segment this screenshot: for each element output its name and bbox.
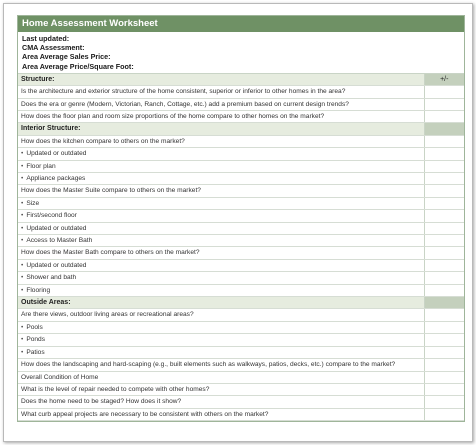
table-row bbox=[18, 408, 464, 420]
table-row bbox=[18, 86, 464, 98]
bullet-icon: • bbox=[21, 212, 24, 220]
score-cell[interactable] bbox=[424, 309, 464, 321]
table-row bbox=[18, 235, 464, 247]
bullet-text: Pools bbox=[26, 323, 43, 331]
question-label: Overall Condition of Home bbox=[18, 371, 424, 383]
bullet-icon: • bbox=[21, 199, 24, 207]
bullet-item bbox=[18, 222, 424, 234]
bullet-icon: • bbox=[21, 224, 24, 232]
bullet-item bbox=[18, 148, 424, 160]
area-average-sales-price-label: Area Average Sales Price: bbox=[22, 52, 111, 62]
bullet-item bbox=[18, 284, 424, 296]
score-cell[interactable] bbox=[424, 396, 464, 408]
assessment-table bbox=[18, 74, 464, 421]
question-label: How does the kitchen compare to others on the market? bbox=[18, 135, 424, 147]
score-cell[interactable] bbox=[424, 160, 464, 172]
table-row bbox=[18, 160, 464, 172]
question-label: Is the architecture and exterior structure of the home consistent, superior or inferior to other homes in the area? bbox=[18, 86, 424, 98]
question-label: What curb appeal projects are necessary to be consistent with others on the market? bbox=[18, 408, 424, 420]
table-row bbox=[18, 284, 464, 296]
score-cell[interactable] bbox=[424, 210, 464, 222]
question-label: How does the Master Bath compare to others on the market? bbox=[18, 247, 424, 259]
bullet-item bbox=[18, 334, 424, 346]
bullet-text: Updated or outdated bbox=[26, 150, 87, 158]
bullet-text: Patios bbox=[26, 348, 45, 356]
table-row bbox=[18, 110, 464, 122]
bullet-text: Flooring bbox=[26, 286, 51, 294]
score-column-header bbox=[424, 123, 464, 135]
score-cell[interactable] bbox=[424, 86, 464, 98]
question-label: Does the era or genre (Modern, Victorian, Ranch, Cottage, etc.) add a premium based on current design trends? bbox=[18, 98, 424, 110]
bullet-text: Ponds bbox=[26, 336, 46, 344]
bullet-icon: • bbox=[21, 348, 24, 356]
cma-assessment-label: CMA Assessment: bbox=[22, 43, 85, 53]
table-row bbox=[18, 185, 464, 197]
score-cell[interactable] bbox=[424, 334, 464, 346]
score-cell[interactable] bbox=[424, 185, 464, 197]
section-header-row bbox=[18, 74, 464, 86]
bullet-item bbox=[18, 235, 424, 247]
score-cell[interactable] bbox=[424, 359, 464, 371]
question-label: Are there views, outdoor living areas or recreational areas? bbox=[18, 309, 424, 321]
last-updated-label: Last updated: bbox=[22, 34, 70, 43]
score-cell[interactable] bbox=[424, 135, 464, 147]
bullet-icon: • bbox=[21, 175, 24, 182]
score-cell[interactable] bbox=[424, 222, 464, 234]
table-row bbox=[18, 148, 464, 160]
score-cell[interactable] bbox=[424, 247, 464, 259]
table-row bbox=[18, 396, 464, 408]
score-cell[interactable] bbox=[424, 371, 464, 383]
section-label: Outside Areas: bbox=[18, 297, 424, 309]
bullet-icon: • bbox=[21, 286, 24, 294]
table-row bbox=[18, 197, 464, 209]
bullet-item bbox=[18, 173, 424, 185]
bullet-icon: • bbox=[21, 150, 24, 158]
area-average-price-per-sqft-label: Area Average Price/Square Foot: bbox=[22, 61, 134, 71]
bullet-text: Appliance packages bbox=[26, 175, 86, 182]
score-column-header bbox=[424, 297, 464, 309]
bullet-text: Access to Master Bath bbox=[26, 237, 93, 245]
bullet-item bbox=[18, 197, 424, 209]
table-row bbox=[18, 321, 464, 333]
table-row bbox=[18, 259, 464, 271]
table-row bbox=[18, 210, 464, 222]
score-cell[interactable] bbox=[424, 259, 464, 271]
score-cell[interactable] bbox=[424, 272, 464, 284]
question-label: Does the home need to be staged? How does it show? bbox=[18, 396, 424, 408]
score-cell[interactable] bbox=[424, 197, 464, 209]
section-header-row bbox=[18, 297, 464, 309]
bullet-text: Size bbox=[26, 199, 40, 207]
score-cell[interactable] bbox=[424, 284, 464, 296]
score-cell[interactable] bbox=[424, 346, 464, 358]
bullet-item bbox=[18, 259, 424, 271]
document-frame bbox=[3, 3, 473, 442]
bullet-item bbox=[18, 210, 424, 222]
table-row bbox=[18, 98, 464, 110]
score-cell[interactable] bbox=[424, 110, 464, 122]
score-cell[interactable] bbox=[424, 383, 464, 395]
question-label: How does the Master Suite compare to others on the market? bbox=[18, 185, 424, 197]
table-row bbox=[18, 309, 464, 321]
section-label: Structure: bbox=[18, 74, 424, 86]
bullet-icon: • bbox=[21, 336, 24, 344]
bullet-text: Floor plan bbox=[26, 162, 56, 170]
table-row bbox=[18, 359, 464, 371]
bullet-item bbox=[18, 160, 424, 172]
score-cell[interactable] bbox=[424, 173, 464, 185]
bullet-item bbox=[18, 321, 424, 333]
section-header-row bbox=[18, 123, 464, 135]
bullet-text: First/second floor bbox=[26, 212, 77, 220]
table-row bbox=[18, 383, 464, 395]
table-row bbox=[18, 334, 464, 346]
bullet-item bbox=[18, 272, 424, 284]
score-column-header: +/- bbox=[424, 74, 464, 86]
section-label: Interior Structure: bbox=[18, 123, 424, 135]
score-cell[interactable] bbox=[424, 321, 464, 333]
bullet-icon: • bbox=[21, 274, 24, 282]
score-cell[interactable] bbox=[424, 98, 464, 110]
bullet-icon: • bbox=[21, 323, 24, 331]
score-cell[interactable] bbox=[424, 148, 464, 160]
table-row bbox=[18, 371, 464, 383]
table-row bbox=[18, 247, 464, 259]
question-label: What is the level of repair needed to compete with other homes? bbox=[18, 383, 424, 395]
bullet-icon: • bbox=[21, 261, 24, 269]
bullet-text: Updated or outdated bbox=[26, 224, 87, 232]
table-row bbox=[18, 135, 464, 147]
worksheet bbox=[17, 15, 465, 422]
table-row bbox=[18, 173, 464, 185]
bullet-icon: • bbox=[21, 237, 24, 245]
score-cell[interactable] bbox=[424, 235, 464, 247]
bullet-text: Updated or outdated bbox=[26, 261, 87, 269]
question-label: How does the floor plan and room size proportions of the home compare to other homes on the market? bbox=[18, 110, 424, 122]
bullet-item bbox=[18, 346, 424, 358]
table-row bbox=[18, 272, 464, 284]
meta-block bbox=[18, 32, 464, 74]
score-cell[interactable] bbox=[424, 408, 464, 420]
worksheet-title: Home Assessment Worksheet bbox=[18, 16, 464, 32]
bullet-icon: • bbox=[21, 162, 24, 170]
table-row bbox=[18, 222, 464, 234]
question-label: How does the landscaping and hard-scaping (e.g., built elements such as walkways, patios, decks, etc.) compare to the market? bbox=[18, 359, 424, 371]
table-row bbox=[18, 346, 464, 358]
bullet-text: Shower and bath bbox=[26, 274, 77, 282]
